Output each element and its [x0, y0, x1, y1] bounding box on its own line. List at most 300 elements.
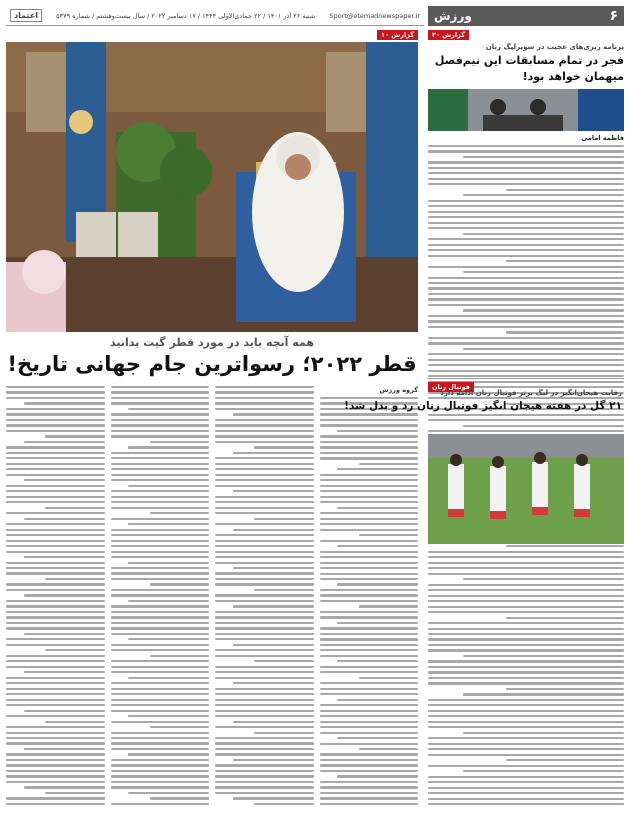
text-line: [463, 271, 624, 273]
text-line: [111, 611, 210, 613]
text-line: [6, 567, 105, 569]
text-line: [254, 518, 313, 520]
text-line: [111, 759, 210, 761]
text-line: [463, 156, 624, 158]
text-line: [6, 490, 105, 492]
text-line: [506, 617, 624, 619]
text-line: [215, 748, 314, 750]
text-line: [233, 759, 314, 761]
text-line: [6, 666, 105, 668]
text-line: [6, 644, 105, 646]
text-line: [320, 770, 419, 772]
text-line: [428, 304, 624, 306]
text-line: [320, 693, 419, 695]
text-line: [215, 710, 314, 712]
text-line: [6, 622, 105, 624]
text-line: [111, 605, 210, 607]
text-line: [428, 216, 624, 218]
text-line: [320, 611, 419, 613]
text-line: [215, 424, 314, 426]
text-line: [428, 754, 624, 756]
text-line: [6, 682, 105, 684]
text-line: [233, 644, 314, 646]
dateline-bar: [6, 6, 424, 26]
text-line: [506, 688, 624, 690]
text-line: [150, 512, 209, 514]
text-line: [463, 693, 624, 695]
text-line: [111, 616, 210, 618]
body-column: [215, 386, 314, 814]
text-line: [215, 512, 314, 514]
text-line: [6, 616, 105, 618]
text-line: [6, 797, 105, 799]
text-line: [428, 666, 624, 668]
text-line: [428, 562, 624, 564]
text-line: [428, 277, 624, 279]
text-line: [428, 255, 624, 257]
text-line: [428, 227, 624, 229]
text-line: [428, 606, 624, 608]
text-line: [320, 732, 419, 734]
text-lines: [111, 386, 210, 805]
text-line: [111, 633, 210, 635]
text-line: [111, 457, 210, 459]
text-line: [233, 413, 314, 415]
text-line: [337, 583, 418, 585]
text-line: [111, 479, 210, 481]
text-line: [111, 699, 210, 701]
text-line: [320, 753, 419, 755]
women-football-tag: فوتبال زنان: [428, 382, 474, 392]
text-line: [337, 737, 418, 739]
text-line: [215, 764, 314, 766]
text-line: [111, 671, 210, 673]
text-line: [128, 715, 209, 717]
text-line: [215, 611, 314, 613]
text-line: [215, 419, 314, 421]
text-line: [45, 435, 104, 437]
text-line: [320, 496, 419, 498]
text-line: [320, 594, 419, 596]
text-line: [111, 803, 210, 805]
text-line: [111, 660, 210, 662]
text-line: [111, 704, 210, 706]
text-line: [428, 633, 624, 635]
text-line: [6, 781, 105, 783]
text-line: [111, 551, 210, 553]
text-line: [320, 616, 419, 618]
text-line: [111, 748, 210, 750]
text-line: [215, 485, 314, 487]
text-line: [233, 567, 314, 569]
text-line: [6, 732, 105, 734]
text-line: [428, 628, 624, 630]
text-line: [45, 578, 104, 580]
text-line: [45, 721, 104, 723]
text-line: [6, 463, 105, 465]
text-line: [215, 540, 314, 542]
text-line: [215, 616, 314, 618]
text-line: [111, 501, 210, 503]
text-line: [254, 446, 313, 448]
date-text: شنبه ۲۶ آذر ۱۴۰۱ / ۲۲ جمادی‌الاولی ۱۴۴۴ / ۱۷ دسامبر ۲۰۲۲ / سال بیست‌وهشتم / شماره ۵۳۷۹: [56, 11, 316, 20]
text-line: [24, 710, 105, 712]
text-line: [111, 742, 210, 744]
text-lines: [215, 386, 314, 805]
text-line: [6, 704, 105, 706]
text-line: [111, 419, 210, 421]
text-line: [320, 512, 419, 514]
text-line: [215, 578, 314, 580]
text-line: [320, 726, 419, 728]
text-line: [337, 660, 418, 662]
text-line: [463, 732, 624, 734]
text-line: [320, 435, 419, 437]
text-line: [215, 655, 314, 657]
text-line: [215, 737, 314, 739]
text-line: [111, 688, 210, 690]
text-line: [215, 742, 314, 744]
text-line: [320, 682, 419, 684]
text-line: [215, 523, 314, 525]
text-line: [320, 551, 419, 553]
text-line: [428, 792, 624, 794]
text-line: [215, 671, 314, 673]
text-line: [463, 233, 624, 235]
text-line: [215, 551, 314, 553]
text-line: [320, 764, 419, 766]
text-line: [128, 753, 209, 755]
text-line: [428, 611, 624, 613]
text-line: [215, 496, 314, 498]
text-line: [111, 463, 210, 465]
text-line: [233, 452, 314, 454]
text-line: [428, 161, 624, 163]
text-line: [428, 337, 624, 339]
text-line: [463, 309, 624, 311]
text-line: [111, 540, 210, 542]
side-byline: فاطمه امامی: [581, 133, 624, 142]
women-football-headline: ۲۱ گل در هفته هیجان انگیز فوتبال زنان رد و بدل شد!: [344, 400, 622, 412]
text-line: [428, 704, 624, 706]
text-line: [320, 627, 419, 629]
text-line: [215, 534, 314, 536]
text-line: [428, 222, 624, 224]
text-line: [428, 211, 624, 213]
text-line: [24, 594, 105, 596]
main-photo: [6, 42, 418, 332]
text-line: [6, 583, 105, 585]
text-line: [215, 715, 314, 717]
text-line: [128, 677, 209, 679]
text-line: [320, 704, 419, 706]
text-line: [6, 446, 105, 448]
text-line: [111, 622, 210, 624]
text-line: [320, 573, 419, 575]
text-line: [359, 534, 418, 536]
text-line: [320, 556, 419, 558]
text-line: [254, 803, 313, 805]
text-line: [150, 583, 209, 585]
text-line: [6, 523, 105, 525]
text-line: [6, 655, 105, 657]
text-line: [233, 605, 314, 607]
text-line: [111, 430, 210, 432]
text-line: [111, 693, 210, 695]
text-line: [215, 501, 314, 503]
text-line: [428, 293, 624, 295]
side-kicker: برنامه ریزی‌های عجیب در سوپرلیگ زنان: [485, 43, 624, 51]
text-line: [320, 485, 419, 487]
text-line: [215, 468, 314, 470]
text-line: [428, 798, 624, 800]
text-line: [45, 507, 104, 509]
text-line: [320, 518, 419, 520]
text-line: [320, 633, 419, 635]
email-link[interactable]: Sport@etemadnewspaper.ir: [329, 11, 420, 20]
text-line: [463, 578, 624, 580]
text-line: [215, 441, 314, 443]
text-line: [428, 682, 624, 684]
text-line: [463, 348, 624, 350]
text-line: [111, 567, 210, 569]
text-line: [128, 638, 209, 640]
text-line: [215, 704, 314, 706]
text-line: [428, 244, 624, 246]
text-line: [24, 786, 105, 788]
text-line: [320, 490, 419, 492]
text-line: [337, 699, 418, 701]
text-line: [254, 589, 313, 591]
text-line: [111, 490, 210, 492]
section-header: [428, 6, 624, 26]
text-line: [428, 743, 624, 745]
side-story-tag: گزارش ۲۰: [428, 30, 469, 40]
text-line: [320, 715, 419, 717]
text-line: [337, 545, 418, 547]
text-line: [506, 189, 624, 191]
text-line: [320, 578, 419, 580]
text-line: [463, 770, 624, 772]
page-header: [6, 6, 624, 26]
text-line: [111, 572, 210, 574]
text-line: [6, 638, 105, 640]
side-photo: [428, 89, 624, 131]
text-line: [215, 770, 314, 772]
text-line: [215, 622, 314, 624]
text-line: [337, 507, 418, 509]
text-line: [6, 419, 105, 421]
text-line: [6, 501, 105, 503]
text-line: [45, 792, 104, 794]
text-line: [6, 693, 105, 695]
official-meeting-photo: [6, 42, 418, 332]
text-line: [233, 529, 314, 531]
text-line: [111, 589, 210, 591]
text-line: [337, 430, 418, 432]
text-line: [150, 726, 209, 728]
text-line: [111, 578, 210, 580]
women-football-header: [6, 384, 624, 414]
text-line: [428, 726, 624, 728]
text-line: [428, 710, 624, 712]
text-line: [428, 776, 624, 778]
text-line: [45, 649, 104, 651]
text-line: [6, 512, 105, 514]
text-line: [320, 600, 419, 602]
text-line: [320, 413, 419, 415]
text-line: [111, 413, 210, 415]
text-line: [320, 649, 419, 651]
text-line: [111, 649, 210, 651]
text-line: [428, 677, 624, 679]
text-line: [428, 660, 624, 662]
text-line: [463, 194, 624, 196]
text-line: [320, 803, 419, 805]
text-line: [215, 666, 314, 668]
text-line: [111, 732, 210, 734]
text-line: [6, 474, 105, 476]
text-line: [24, 479, 105, 481]
text-line: [6, 485, 105, 487]
main-body-columns: [6, 386, 418, 814]
text-line: [233, 721, 314, 723]
text-line: [6, 775, 105, 777]
text-line: [428, 414, 624, 416]
text-line: [128, 562, 209, 564]
text-line: [128, 792, 209, 794]
text-line: [428, 282, 624, 284]
text-line: [24, 556, 105, 558]
text-lines: [6, 386, 105, 805]
text-line: [128, 523, 209, 525]
text-line: [111, 594, 210, 596]
text-line: [320, 540, 419, 542]
body-column: [320, 386, 419, 814]
text-line: [428, 765, 624, 767]
text-line: [428, 671, 624, 673]
text-line: [215, 583, 314, 585]
text-line: [428, 715, 624, 717]
text-line: [337, 468, 418, 470]
text-line: [6, 551, 105, 553]
text-line: [111, 424, 210, 426]
text-line: [111, 496, 210, 498]
text-line: [215, 688, 314, 690]
text-line: [428, 600, 624, 602]
text-line: [320, 666, 419, 668]
text-line: [506, 545, 624, 547]
body-column: [6, 386, 105, 814]
text-line: [428, 145, 624, 147]
text-line: [320, 688, 419, 690]
text-line: [111, 775, 210, 777]
text-line: [6, 627, 105, 629]
text-line: [337, 622, 418, 624]
text-line: [428, 326, 624, 328]
text-line: [215, 600, 314, 602]
text-line: [6, 677, 105, 679]
text-line: [111, 786, 210, 788]
text-line: [428, 737, 624, 739]
text-line: [6, 540, 105, 542]
text-line: [428, 622, 624, 624]
text-line: [6, 452, 105, 454]
text-line: [359, 677, 418, 679]
text-line: [320, 501, 419, 503]
text-line: [320, 644, 419, 646]
text-line: [111, 721, 210, 723]
main-byline: گروه ورزش: [379, 386, 418, 394]
text-line: [428, 551, 624, 553]
text-line: [428, 584, 624, 586]
text-line: [337, 775, 418, 777]
text-line: [428, 638, 624, 640]
side-headline: فجر در تمام مسابقات این نیم‌فصل میهمان خواهد بود!: [434, 54, 624, 83]
text-line: [6, 529, 105, 531]
text-line: [506, 260, 624, 262]
text-line: [6, 764, 105, 766]
text-line: [320, 797, 419, 799]
text-line: [215, 474, 314, 476]
text-line: [463, 425, 624, 427]
body-column: [111, 386, 210, 814]
text-line: [506, 759, 624, 761]
text-line: [215, 693, 314, 695]
text-line: [6, 468, 105, 470]
text-line: [428, 567, 624, 569]
text-line: [428, 589, 624, 591]
text-line: [215, 699, 314, 701]
text-line: [6, 726, 105, 728]
text-line: [215, 792, 314, 794]
text-line: [6, 770, 105, 772]
text-line: [359, 748, 418, 750]
text-line: [6, 611, 105, 613]
text-line: [233, 682, 314, 684]
section-title: ورزش: [434, 9, 472, 23]
text-line: [215, 507, 314, 509]
text-line: [111, 435, 210, 437]
text-line: [320, 671, 419, 673]
text-line: [215, 479, 314, 481]
text-line: [215, 435, 314, 437]
text-line: [320, 441, 419, 443]
text-line: [428, 315, 624, 317]
text-line: [215, 633, 314, 635]
text-line: [359, 463, 418, 465]
text-line: [320, 567, 419, 569]
text-line: [320, 589, 419, 591]
text-line: [320, 792, 419, 794]
text-line: [6, 457, 105, 459]
text-line: [428, 150, 624, 152]
text-line: [428, 249, 624, 251]
text-line: [320, 446, 419, 448]
text-line: [6, 715, 105, 717]
main-story: [6, 30, 418, 814]
text-line: [428, 178, 624, 180]
text-line: [463, 655, 624, 657]
main-story-tag: گزارش ۱۰: [377, 30, 418, 40]
text-line: [359, 605, 418, 607]
text-line: [428, 287, 624, 289]
text-line: [215, 562, 314, 564]
text-line: [320, 721, 419, 723]
text-line: [320, 452, 419, 454]
text-line: [6, 496, 105, 498]
text-line: [215, 677, 314, 679]
